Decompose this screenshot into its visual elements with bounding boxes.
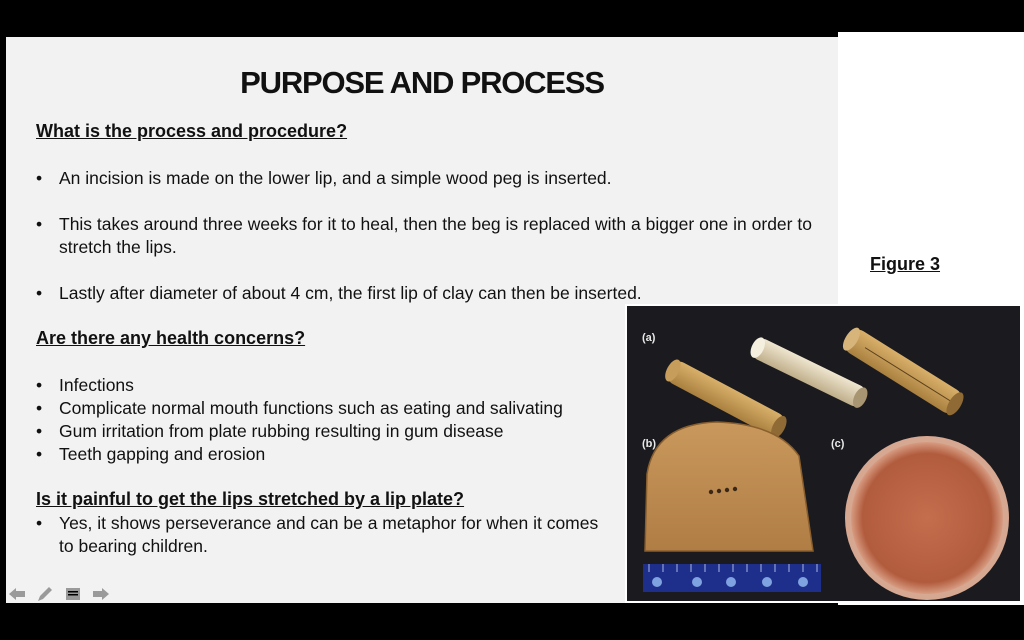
pen-icon — [36, 585, 54, 603]
list-item: • Infections — [36, 374, 636, 397]
list-item: • Yes, it shows perseverance and can be a metaphor for when it comes to bearing children. — [36, 512, 611, 558]
panel-label-a: (a) — [642, 332, 656, 344]
list-item: • Complicate normal mouth functions such as eating and salivating — [36, 397, 636, 420]
slide-title: PURPOSE AND PROCESS — [240, 65, 604, 100]
arrow-right-icon — [92, 587, 110, 601]
list-item: • An incision is made on the lower lip, and a simple wood peg is inserted. — [36, 167, 816, 190]
previous-slide-button[interactable] — [6, 584, 28, 604]
pain-list — [36, 512, 611, 558]
figure-photo — [625, 304, 1022, 603]
list-item: • Teeth gapping and erosion — [36, 443, 636, 466]
panel-label-b: (b) — [642, 438, 657, 450]
pen-tool-button[interactable] — [34, 584, 56, 604]
list-item: • Lastly after diameter of about 4 cm, the first lip of clay can then be inserted. — [36, 282, 816, 305]
section-heading-health: Are there any health concerns? — [36, 328, 306, 348]
section-heading-pain: Is it painful to get the lips stretched by a lip plate? — [36, 489, 465, 509]
list-item: • Gum irritation from plate rubbing resulting in gum disease — [36, 420, 636, 443]
next-slide-button[interactable] — [90, 584, 112, 604]
notes-icon — [65, 587, 81, 601]
arrow-left-icon — [8, 587, 26, 601]
list-item: • This takes around three weeks for it to heal, then the beg is replaced with a bigger one in order to stretch the lips. — [36, 213, 816, 259]
figure-label: Figure 3 — [870, 254, 941, 274]
section-heading-process: What is the process and procedure? — [36, 121, 348, 141]
health-list — [36, 374, 636, 466]
slide-navigation-toolbar — [6, 584, 112, 604]
lip-plug-artifacts-illustration — [627, 306, 1020, 601]
notes-button[interactable] — [62, 584, 84, 604]
panel-label-c: (c) — [831, 438, 845, 450]
